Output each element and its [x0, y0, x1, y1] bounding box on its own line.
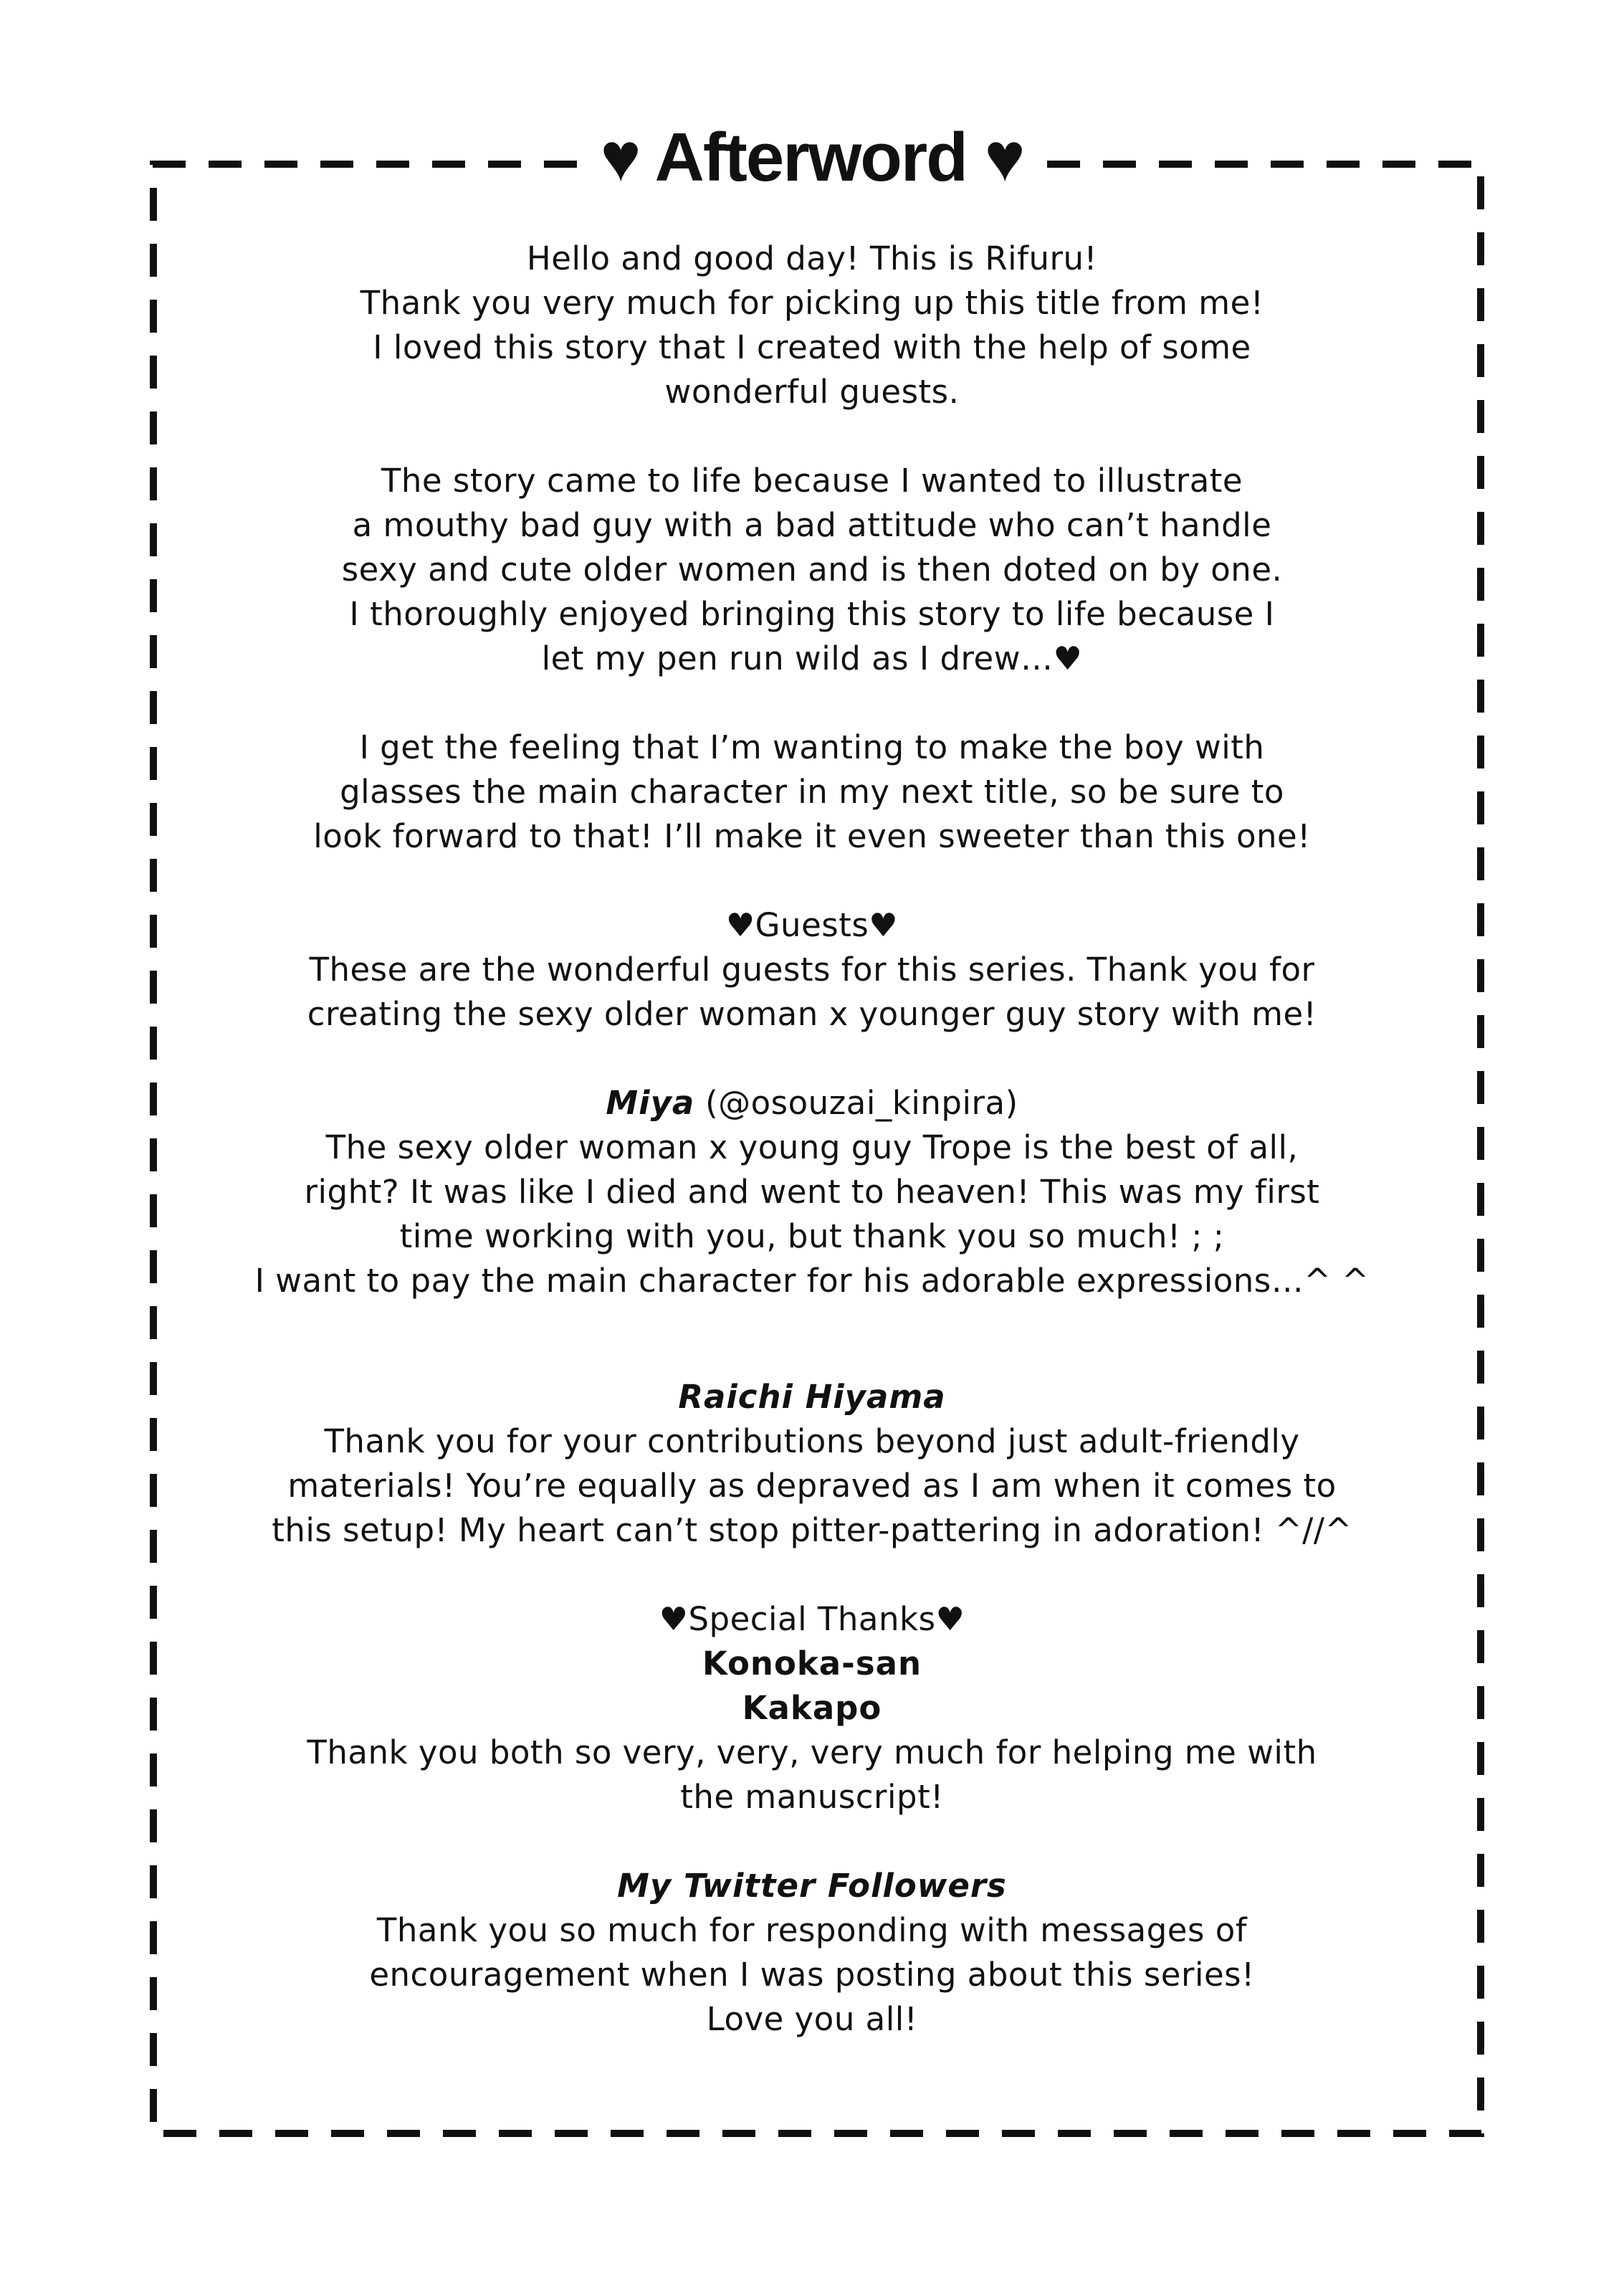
afterword-body: [186, 237, 1438, 2042]
text-line: sexy and cute older women and is then doted on by one.: [341, 551, 1283, 589]
title-wrapper: [586, 108, 1038, 208]
text-line: Thank you very much for picking up this title from me!: [360, 284, 1264, 322]
guest-name-miya: Miya: [606, 1084, 695, 1122]
text-line: Thank you so much for responding with messages of: [376, 1911, 1248, 1949]
spacer: [186, 1819, 1438, 1864]
spacer: [186, 1553, 1438, 1597]
miya-section: [186, 1081, 1438, 1303]
text-line: creating the sexy older woman x younger guy story with me!: [307, 995, 1317, 1033]
spacer: [186, 1037, 1438, 1081]
text-line: right? It was like I died and went to heaven! This was my first: [304, 1173, 1320, 1211]
text-line: I want to pay the main character for his adorable expressions…^ ^: [254, 1262, 1370, 1300]
text-line: let my pen run wild as I drew…♥: [541, 639, 1083, 677]
title-text: Afterword: [654, 119, 967, 196]
text-line: this setup! My heart can’t stop pitter-pattering in adoration! ^//^: [272, 1511, 1352, 1549]
guests-section: [186, 903, 1438, 1037]
text-line: Hello and good day! This is Rifuru!: [526, 239, 1098, 277]
special-thanks-heading: ♥Special Thanks♥: [659, 1600, 965, 1638]
text-line: time working with you, but thank you so much! ; ;: [399, 1217, 1225, 1255]
text-line: I thoroughly enjoyed bringing this story to life because I: [349, 595, 1275, 633]
text-line: The story came to life because I wanted to illustrate: [381, 462, 1243, 500]
text-line: Love you all!: [706, 2000, 918, 2038]
text-line: I get the feeling that I’m wanting to make the boy with: [359, 728, 1265, 766]
text-line: The sexy older woman x young guy Trope is the best of all,: [325, 1128, 1299, 1166]
page-title: [0, 108, 1624, 208]
text-line: materials! You’re equally as depraved as I am when it comes to: [287, 1467, 1337, 1505]
followers-section: [186, 1864, 1438, 2042]
spacer: [186, 414, 1438, 459]
spacer: [186, 859, 1438, 903]
text-line: the manuscript!: [680, 1778, 944, 1816]
text-line: These are the wonderful guests for this series. Thank you for: [309, 951, 1315, 989]
heart-icon: ♥: [600, 119, 640, 196]
spacer: [186, 681, 1438, 725]
text-line: Thank you both so very, very, very much for helping me with: [307, 1733, 1317, 1771]
raichi-section: [186, 1375, 1438, 1553]
heart-icon: ♥: [984, 119, 1024, 196]
text-line: glasses the main character in my next title, so be sure to: [340, 773, 1284, 811]
text-line: wonderful guests.: [664, 373, 960, 411]
text-line: I loved this story that I created with the help of some: [373, 328, 1251, 366]
text-line: a mouthy bad guy with a bad attitude who can’t handle: [352, 506, 1272, 544]
special-thanks-section: [186, 1597, 1438, 1819]
guest-name-raichi: Raichi Hiyama: [678, 1378, 946, 1416]
story-paragraph: [186, 459, 1438, 681]
text-line: encouragement when I was posting about this series!: [369, 1956, 1255, 1994]
guests-heading: ♥Guests♥: [725, 906, 899, 944]
followers-heading: My Twitter Followers: [617, 1867, 1007, 1905]
text-line: look forward to that! I’ll make it even sweeter than this one!: [313, 817, 1311, 855]
thanks-name-konoka: Konoka-san: [702, 1645, 922, 1683]
next-title-paragraph: [186, 725, 1438, 859]
thanks-name-kakapo: Kakapo: [742, 1689, 882, 1727]
miya-credit: [186, 1081, 1438, 1125]
text-line: Thank you for your contributions beyond just adult-friendly: [324, 1422, 1300, 1460]
spacer: [186, 1303, 1438, 1375]
intro-paragraph: [186, 237, 1438, 414]
guest-handle-miya: (@osouzai_kinpira): [694, 1084, 1018, 1122]
